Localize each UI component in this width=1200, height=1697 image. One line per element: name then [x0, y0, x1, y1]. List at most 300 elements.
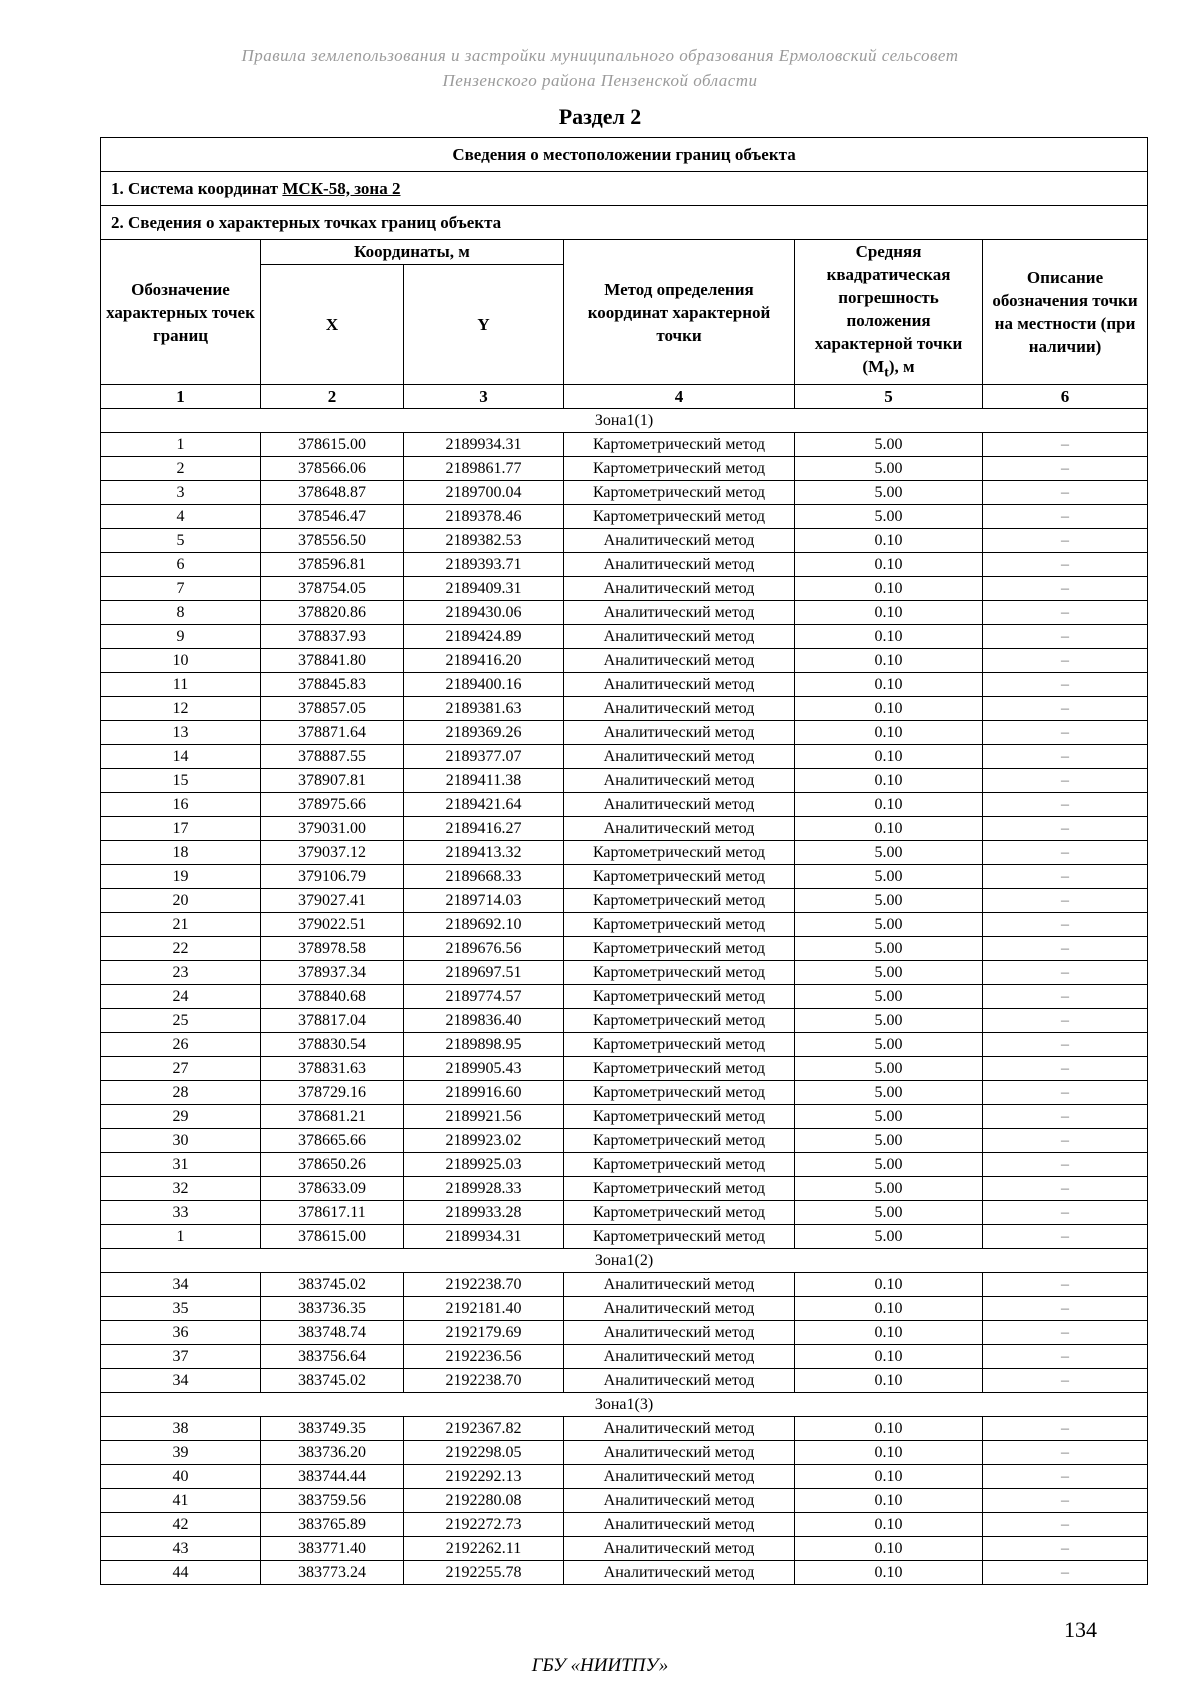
cell-error: 0.10	[795, 529, 983, 553]
cell-x: 383736.35	[261, 1297, 404, 1321]
cell-y: 2189416.27	[404, 817, 564, 841]
cell-point: 30	[101, 1129, 261, 1153]
column-header-error-text: Средняя квадратическая погрешность положения характерной точки $(M_t)$, м	[814, 242, 963, 381]
column-number-4: 4	[564, 385, 795, 409]
cell-y: 2192367.82	[404, 1417, 564, 1441]
cell-method: Аналитический метод	[564, 817, 795, 841]
cell-y: 2189381.63	[404, 697, 564, 721]
cell-x: 378665.66	[261, 1129, 404, 1153]
cell-y: 2189382.53	[404, 529, 564, 553]
cell-method: Аналитический метод	[564, 793, 795, 817]
cell-description: –	[983, 961, 1148, 985]
cell-description: –	[983, 505, 1148, 529]
cell-point: 34	[101, 1273, 261, 1297]
cell-y: 2189714.03	[404, 889, 564, 913]
table-row	[101, 1345, 1148, 1369]
cell-description: –	[983, 1057, 1148, 1081]
running-header-line-1: Правила землепользования и застройки муниципального образования Ермоловский сельсовет	[241, 46, 959, 65]
cell-method: Картометрический метод	[564, 1033, 795, 1057]
table-row	[101, 1177, 1148, 1201]
cell-description: –	[983, 1489, 1148, 1513]
cell-error: 0.10	[795, 1465, 983, 1489]
cell-x: 378596.81	[261, 553, 404, 577]
table-row	[101, 625, 1148, 649]
cell-point: 10	[101, 649, 261, 673]
cell-y: 2189692.10	[404, 913, 564, 937]
cell-x: 383736.20	[261, 1441, 404, 1465]
table-row	[101, 1513, 1148, 1537]
cell-y: 2192272.73	[404, 1513, 564, 1537]
cell-x: 378837.93	[261, 625, 404, 649]
cell-method: Аналитический метод	[564, 1513, 795, 1537]
cell-method: Аналитический метод	[564, 601, 795, 625]
cell-method: Картометрический метод	[564, 1105, 795, 1129]
cell-point: 37	[101, 1345, 261, 1369]
cell-point: 44	[101, 1561, 261, 1585]
table-row	[101, 1489, 1148, 1513]
cell-method: Аналитический метод	[564, 625, 795, 649]
cell-x: 378937.34	[261, 961, 404, 985]
cell-error: 5.00	[795, 937, 983, 961]
cell-point: 17	[101, 817, 261, 841]
cell-description: –	[983, 1153, 1148, 1177]
table-row	[101, 1369, 1148, 1393]
cell-error: 0.10	[795, 1537, 983, 1561]
cell-y: 2189933.28	[404, 1201, 564, 1225]
cell-point: 36	[101, 1321, 261, 1345]
cell-x: 378556.50	[261, 529, 404, 553]
column-number-1: 1	[101, 385, 261, 409]
cell-point: 20	[101, 889, 261, 913]
cell-error: 5.00	[795, 481, 983, 505]
cell-x: 379027.41	[261, 889, 404, 913]
cell-error: 5.00	[795, 457, 983, 481]
cell-y: 2192262.11	[404, 1537, 564, 1561]
cell-x: 383771.40	[261, 1537, 404, 1561]
cell-x: 378729.16	[261, 1081, 404, 1105]
cell-description: –	[983, 673, 1148, 697]
cell-point: 16	[101, 793, 261, 817]
cell-description: –	[983, 553, 1148, 577]
cell-method: Аналитический метод	[564, 529, 795, 553]
cell-x: 379037.12	[261, 841, 404, 865]
cell-point: 38	[101, 1417, 261, 1441]
coord-system-value: МСК-58, зона 2	[282, 178, 401, 198]
cell-y: 2189378.46	[404, 505, 564, 529]
cell-method: Картометрический метод	[564, 457, 795, 481]
column-number-3: 3	[404, 385, 564, 409]
table-row	[101, 481, 1148, 505]
cell-description: –	[983, 625, 1148, 649]
cell-x: 379106.79	[261, 865, 404, 889]
cell-description: –	[983, 1441, 1148, 1465]
table-row	[101, 505, 1148, 529]
cell-x: 378681.21	[261, 1105, 404, 1129]
cell-method: Картометрический метод	[564, 1129, 795, 1153]
table-row	[101, 553, 1148, 577]
points-heading: 2. Сведения о характерных точках границ объекта	[101, 206, 1148, 240]
cell-point: 6	[101, 553, 261, 577]
cell-point: 14	[101, 745, 261, 769]
zone-label: Зона1(3)	[101, 1393, 1148, 1417]
cell-description: –	[983, 649, 1148, 673]
cell-x: 378615.00	[261, 433, 404, 457]
cell-x: 378830.54	[261, 1033, 404, 1057]
cell-error: 0.10	[795, 625, 983, 649]
cell-description: –	[983, 889, 1148, 913]
table-row	[101, 1273, 1148, 1297]
cell-error: 5.00	[795, 889, 983, 913]
cell-error: 5.00	[795, 505, 983, 529]
cell-method: Аналитический метод	[564, 697, 795, 721]
cell-x: 378566.06	[261, 457, 404, 481]
cell-y: 2192280.08	[404, 1489, 564, 1513]
cell-x: 383759.56	[261, 1489, 404, 1513]
cell-error: 0.10	[795, 1441, 983, 1465]
cell-error: 0.10	[795, 769, 983, 793]
cell-description: –	[983, 913, 1148, 937]
cell-x: 378871.64	[261, 721, 404, 745]
table-row	[101, 673, 1148, 697]
column-number-6: 6	[983, 385, 1148, 409]
cell-description: –	[983, 1033, 1148, 1057]
cell-y: 2189393.71	[404, 553, 564, 577]
cell-point: 35	[101, 1297, 261, 1321]
cell-y: 2192238.70	[404, 1273, 564, 1297]
cell-point: 22	[101, 937, 261, 961]
cell-error: 0.10	[795, 697, 983, 721]
cell-description: –	[983, 1129, 1148, 1153]
cell-y: 2189916.60	[404, 1081, 564, 1105]
zone-row	[101, 1249, 1148, 1273]
cell-description: –	[983, 817, 1148, 841]
cell-y: 2192292.13	[404, 1465, 564, 1489]
table-row	[101, 1153, 1148, 1177]
cell-description: –	[983, 745, 1148, 769]
cell-method: Аналитический метод	[564, 1465, 795, 1489]
cell-method: Картометрический метод	[564, 937, 795, 961]
page-number: 134	[1064, 1617, 1097, 1642]
cell-description: –	[983, 1081, 1148, 1105]
cell-point: 24	[101, 985, 261, 1009]
cell-point: 13	[101, 721, 261, 745]
table-row	[101, 529, 1148, 553]
cell-y: 2189424.89	[404, 625, 564, 649]
cell-x: 378831.63	[261, 1057, 404, 1081]
cell-error: 5.00	[795, 1177, 983, 1201]
cell-description: –	[983, 1369, 1148, 1393]
running-header-line-2: Пензенского района Пензенской области	[442, 71, 758, 90]
cell-x: 378978.58	[261, 937, 404, 961]
cell-y: 2189836.40	[404, 1009, 564, 1033]
cell-error: 0.10	[795, 1273, 983, 1297]
cell-point: 23	[101, 961, 261, 985]
cell-y: 2192238.70	[404, 1369, 564, 1393]
table-row	[101, 601, 1148, 625]
cell-method: Картометрический метод	[564, 433, 795, 457]
cell-x: 378907.81	[261, 769, 404, 793]
cell-point: 43	[101, 1537, 261, 1561]
cell-method: Аналитический метод	[564, 673, 795, 697]
table-row	[101, 817, 1148, 841]
table-row	[101, 721, 1148, 745]
cell-error: 5.00	[795, 1009, 983, 1033]
cell-method: Аналитический метод	[564, 769, 795, 793]
cell-method: Аналитический метод	[564, 1489, 795, 1513]
table-row	[101, 697, 1148, 721]
cell-method: Картометрический метод	[564, 1057, 795, 1081]
cell-y: 2189774.57	[404, 985, 564, 1009]
cell-description: –	[983, 1465, 1148, 1489]
cell-error: 0.10	[795, 721, 983, 745]
cell-method: Аналитический метод	[564, 649, 795, 673]
cell-y: 2189430.06	[404, 601, 564, 625]
cell-x: 383748.74	[261, 1321, 404, 1345]
cell-point: 31	[101, 1153, 261, 1177]
cell-point: 21	[101, 913, 261, 937]
cell-description: –	[983, 1009, 1148, 1033]
cell-y: 2192179.69	[404, 1321, 564, 1345]
cell-error: 0.10	[795, 1561, 983, 1585]
cell-error: 5.00	[795, 865, 983, 889]
table-row	[101, 1321, 1148, 1345]
cell-point: 39	[101, 1441, 261, 1465]
cell-method: Аналитический метод	[564, 1441, 795, 1465]
cell-point: 25	[101, 1009, 261, 1033]
cell-y: 2189697.51	[404, 961, 564, 985]
column-header-x: X	[261, 264, 404, 385]
cell-description: –	[983, 1345, 1148, 1369]
zone-label: Зона1(1)	[101, 409, 1148, 433]
cell-point: 34	[101, 1369, 261, 1393]
cell-x: 378754.05	[261, 577, 404, 601]
cell-method: Картометрический метод	[564, 1225, 795, 1249]
cell-error: 0.10	[795, 649, 983, 673]
cell-error: 0.10	[795, 553, 983, 577]
cell-point: 5	[101, 529, 261, 553]
cell-y: 2189369.26	[404, 721, 564, 745]
subscript-t: t	[884, 364, 889, 381]
cell-y: 2192255.78	[404, 1561, 564, 1585]
cell-description: –	[983, 1225, 1148, 1249]
cell-description: –	[983, 769, 1148, 793]
table-row	[101, 457, 1148, 481]
cell-error: 0.10	[795, 673, 983, 697]
boundary-points-table	[100, 137, 1148, 1585]
column-header-point: Обозначение характерных точек границ	[101, 240, 261, 385]
cell-method: Аналитический метод	[564, 577, 795, 601]
table-row	[101, 1201, 1148, 1225]
cell-description: –	[983, 841, 1148, 865]
cell-method: Картометрический метод	[564, 913, 795, 937]
cell-point: 19	[101, 865, 261, 889]
column-header-y: Y	[404, 264, 564, 385]
zone-row	[101, 409, 1148, 433]
cell-method: Аналитический метод	[564, 721, 795, 745]
cell-point: 4	[101, 505, 261, 529]
column-header-method: Метод определения координат характерной точки	[564, 240, 795, 385]
cell-description: –	[983, 793, 1148, 817]
cell-x: 383765.89	[261, 1513, 404, 1537]
cell-method: Аналитический метод	[564, 1417, 795, 1441]
table-row	[101, 1225, 1148, 1249]
table-row	[101, 1297, 1148, 1321]
cell-y: 2189934.31	[404, 433, 564, 457]
cell-method: Картометрический метод	[564, 481, 795, 505]
cell-point: 12	[101, 697, 261, 721]
cell-error: 5.00	[795, 985, 983, 1009]
cell-y: 2189925.03	[404, 1153, 564, 1177]
cell-x: 383756.64	[261, 1345, 404, 1369]
table-row	[101, 841, 1148, 865]
cell-y: 2189668.33	[404, 865, 564, 889]
cell-error: 5.00	[795, 1081, 983, 1105]
cell-method: Картометрический метод	[564, 505, 795, 529]
cell-description: –	[983, 1321, 1148, 1345]
cell-description: –	[983, 985, 1148, 1009]
cell-description: –	[983, 721, 1148, 745]
cell-description: –	[983, 937, 1148, 961]
cell-x: 378617.11	[261, 1201, 404, 1225]
cell-method: Картометрический метод	[564, 865, 795, 889]
cell-x: 383745.02	[261, 1369, 404, 1393]
cell-error: 0.10	[795, 745, 983, 769]
table-row	[101, 865, 1148, 889]
cell-x: 383749.35	[261, 1417, 404, 1441]
cell-method: Аналитический метод	[564, 1345, 795, 1369]
cell-y: 2189898.95	[404, 1033, 564, 1057]
cell-y: 2189921.56	[404, 1105, 564, 1129]
cell-y: 2189409.31	[404, 577, 564, 601]
cell-description: –	[983, 1297, 1148, 1321]
cell-error: 0.10	[795, 793, 983, 817]
table-row	[101, 1033, 1148, 1057]
cell-error: 0.10	[795, 817, 983, 841]
table-row	[101, 1537, 1148, 1561]
cell-error: 5.00	[795, 961, 983, 985]
cell-y: 2189700.04	[404, 481, 564, 505]
cell-error: 0.10	[795, 1513, 983, 1537]
cell-point: 26	[101, 1033, 261, 1057]
cell-point: 11	[101, 673, 261, 697]
cell-description: –	[983, 529, 1148, 553]
cell-x: 383773.24	[261, 1561, 404, 1585]
cell-x: 378650.26	[261, 1153, 404, 1177]
column-number-5: 5	[795, 385, 983, 409]
cell-point: 33	[101, 1201, 261, 1225]
table-row	[101, 793, 1148, 817]
table-row	[101, 1417, 1148, 1441]
cell-y: 2189416.20	[404, 649, 564, 673]
cell-y: 2189400.16	[404, 673, 564, 697]
cell-y: 2189928.33	[404, 1177, 564, 1201]
cell-x: 378841.80	[261, 649, 404, 673]
cell-y: 2192181.40	[404, 1297, 564, 1321]
cell-error: 0.10	[795, 601, 983, 625]
cell-error: 0.10	[795, 1369, 983, 1393]
cell-y: 2189377.07	[404, 745, 564, 769]
cell-method: Аналитический метод	[564, 1297, 795, 1321]
cell-point: 42	[101, 1513, 261, 1537]
cell-method: Картометрический метод	[564, 985, 795, 1009]
cell-description: –	[983, 457, 1148, 481]
column-number-2: 2	[261, 385, 404, 409]
cell-y: 2189934.31	[404, 1225, 564, 1249]
cell-description: –	[983, 1417, 1148, 1441]
cell-method: Аналитический метод	[564, 1561, 795, 1585]
cell-error: 5.00	[795, 1105, 983, 1129]
cell-point: 3	[101, 481, 261, 505]
cell-y: 2189861.77	[404, 457, 564, 481]
cell-point: 1	[101, 433, 261, 457]
cell-point: 28	[101, 1081, 261, 1105]
cell-y: 2189905.43	[404, 1057, 564, 1081]
cell-x: 378857.05	[261, 697, 404, 721]
table-row	[101, 985, 1148, 1009]
table-row	[101, 889, 1148, 913]
cell-error: 5.00	[795, 1057, 983, 1081]
cell-y: 2192298.05	[404, 1441, 564, 1465]
coord-system-row	[101, 172, 1148, 206]
cell-x: 378633.09	[261, 1177, 404, 1201]
table-row	[101, 913, 1148, 937]
cell-error: 0.10	[795, 1417, 983, 1441]
cell-error: 5.00	[795, 1153, 983, 1177]
table-row	[101, 577, 1148, 601]
cell-x: 379022.51	[261, 913, 404, 937]
table-row	[101, 649, 1148, 673]
cell-description: –	[983, 577, 1148, 601]
column-header-description: Описание обозначения точки на местности (при наличии)	[983, 240, 1148, 385]
cell-y: 2189421.64	[404, 793, 564, 817]
cell-y: 2192236.56	[404, 1345, 564, 1369]
cell-x: 378975.66	[261, 793, 404, 817]
table-row	[101, 1465, 1148, 1489]
cell-error: 5.00	[795, 913, 983, 937]
cell-description: –	[983, 433, 1148, 457]
cell-y: 2189676.56	[404, 937, 564, 961]
cell-method: Аналитический метод	[564, 1537, 795, 1561]
cell-description: –	[983, 1273, 1148, 1297]
cell-method: Аналитический метод	[564, 1321, 795, 1345]
section-title: Раздел 2	[558, 104, 642, 129]
table-row	[101, 1561, 1148, 1585]
cell-point: 8	[101, 601, 261, 625]
table-row	[101, 1081, 1148, 1105]
cell-x: 378820.86	[261, 601, 404, 625]
cell-error: 0.10	[795, 1489, 983, 1513]
cell-error: 5.00	[795, 433, 983, 457]
cell-description: –	[983, 1201, 1148, 1225]
cell-error: 5.00	[795, 841, 983, 865]
cell-x: 379031.00	[261, 817, 404, 841]
cell-error: 0.10	[795, 577, 983, 601]
cell-method: Аналитический метод	[564, 1273, 795, 1297]
cell-x: 378648.87	[261, 481, 404, 505]
cell-method: Картометрический метод	[564, 1009, 795, 1033]
cell-method: Аналитический метод	[564, 553, 795, 577]
cell-point: 15	[101, 769, 261, 793]
cell-error: 0.10	[795, 1321, 983, 1345]
cell-y: 2189413.32	[404, 841, 564, 865]
cell-point: 29	[101, 1105, 261, 1129]
cell-x: 378845.83	[261, 673, 404, 697]
table-row	[101, 433, 1148, 457]
table-row	[101, 1441, 1148, 1465]
column-header-coords: Координаты, м	[261, 240, 564, 265]
cell-x: 378887.55	[261, 745, 404, 769]
cell-method: Картометрический метод	[564, 1201, 795, 1225]
